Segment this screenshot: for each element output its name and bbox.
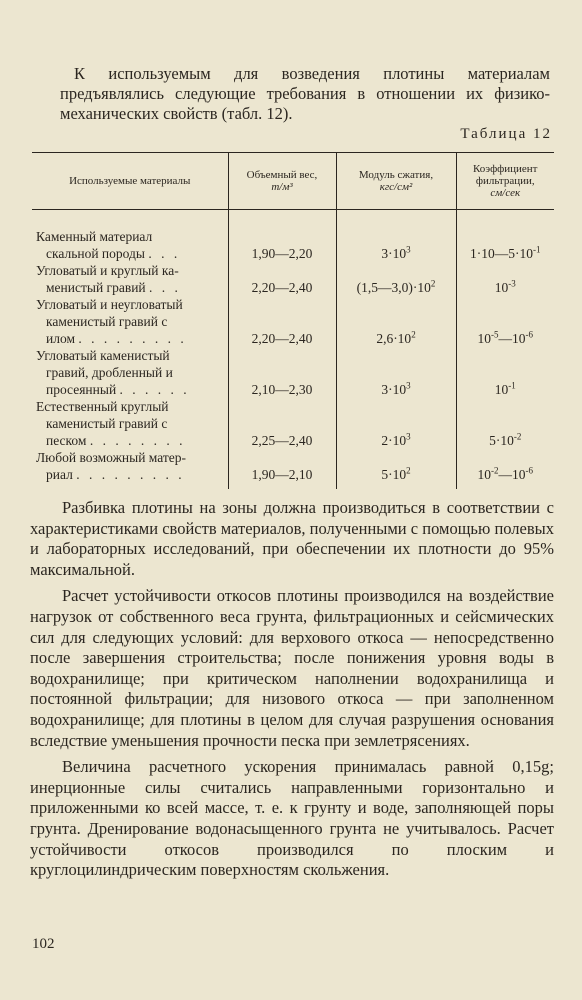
material-name-line: гравий, дробленный и [46, 365, 173, 380]
weight-value: 2,25—2,40 [228, 398, 336, 449]
leader-dots: . . . . . . . . . [78, 331, 187, 346]
leader-dots: . . . . . . . . [89, 433, 186, 448]
material-name-text: илом [46, 331, 75, 346]
filtration-value: $5\cdot 10^{-2}$ [456, 398, 554, 449]
modulus-value: $5\cdot 10^2$ [336, 449, 456, 489]
table-header-row [32, 153, 554, 210]
material-name-text: просеянный [46, 382, 117, 397]
table-row [32, 398, 554, 449]
weight-value: 2,20—2,40 [228, 296, 336, 347]
material-name [32, 296, 228, 347]
material-name-line: Любой возможный матер- [36, 450, 187, 465]
intro-paragraph: К используемым для возведения плотины материалам предъявлялись следующие требования в отношении их физико-механических свойств (табл. 12). [60, 64, 550, 123]
table-caption: Таблица 12 [460, 126, 552, 142]
material-name [32, 347, 228, 398]
modulus-value: $2\cdot 10^3$ [336, 398, 456, 449]
weight-value: 1,90—2,20 [228, 210, 336, 263]
header-filtration-unit: см/сек [490, 187, 521, 199]
paragraph: Разбивка плотины на зоны должна производиться в соответствии с характеристиками свойств материалов, полученными с помощью полевых и лабораторных исследований, при обеспечении их плотности до 95% максимальной. [30, 498, 554, 579]
material-name-line [36, 432, 224, 449]
weight-value: 1,90—2,10 [228, 449, 336, 489]
leader-dots: . . . . . . [119, 382, 190, 397]
material-name-line: Угловатый и круглый ка- [36, 263, 179, 278]
body-text [30, 498, 554, 887]
table-row [32, 449, 554, 489]
leader-dots: . . . . . . . . . [76, 467, 185, 482]
modulus-value: $3\cdot 10^3$ [336, 210, 456, 263]
material-name [32, 210, 228, 263]
header-filtration: Коэффициент фильтрации, см/сек [456, 153, 554, 210]
header-weight-unit: т/м³ [271, 181, 293, 193]
material-name-line [36, 381, 224, 398]
material-name-text: песком [46, 433, 87, 448]
header-modulus-unit: кгс/см² [379, 181, 413, 193]
table-row [32, 296, 554, 347]
weight-value: 2,20—2,40 [228, 262, 336, 296]
material-name-line: Угловатый каменистый [36, 348, 170, 363]
paragraph: Величина расчетного ускорения принималась равной 0,15g; инерционные силы считались направленными горизонтально и приложенными ко всей массе, т. е. к грунту и воде, заполняющей поры грунта. Дренирование водонасыщенного грунта не учитывалось. Расчет устойчивости откосов производился по плоским и круглоцилиндрическим поверхностям скольжения. [30, 757, 554, 880]
material-name-line: каменистый гравий с [46, 314, 168, 329]
material-name-line [36, 330, 224, 347]
header-materials: Используемые материалы [32, 153, 228, 210]
weight-value: 2,10—2,30 [228, 347, 336, 398]
filtration-value: $10^{-2}—10^{-6}$ [456, 449, 554, 489]
material-name-line [36, 279, 224, 296]
page-number: 102 [32, 936, 55, 952]
modulus-value: $2,6\cdot 10^2$ [336, 296, 456, 347]
header-weight: Объемный вес, т/м³ [228, 153, 336, 210]
table-row [32, 210, 554, 263]
material-name [32, 262, 228, 296]
filtration-value: $10^{-3}$ [456, 262, 554, 296]
filtration-value: $1\cdot 10—5\cdot 10^{-1}$ [456, 210, 554, 263]
material-name-line [36, 466, 224, 483]
material-name-text: скальной породы [46, 246, 145, 261]
material-name-text: менистый гравий [46, 280, 146, 295]
material-name-text: риал [46, 467, 73, 482]
filtration-value: $10^{-5}—10^{-6}$ [456, 296, 554, 347]
table-row [32, 262, 554, 296]
paragraph: Расчет устойчивости откосов плотины производился на воздействие нагрузок от собственного веса грунта, фильтрационных и сейсмических сил для следующих условий: для верхового откоса — непосредственно после завершения строительства; после понижения уровня воды в водохранилище; при критическом наполнении водохранилища и постоянной фильтрации; для низового откоса — при заполненном водохранилище; для плотины в целом для случая разрушения основания вследствие уменьшения прочности песка при землетрясениях. [30, 586, 554, 750]
header-modulus: Модуль сжатия, кгс/см² [336, 153, 456, 210]
material-name-line: Каменный материал [36, 229, 153, 244]
modulus-value: $3\cdot 10^3$ [336, 347, 456, 398]
material-name-line: Угловатый и неугловатый [36, 297, 183, 312]
material-name-line: Естественный круглый [36, 399, 169, 414]
material-name [32, 449, 228, 489]
material-name-line: каменистый гравий с [46, 416, 168, 431]
modulus-value: $(1,5—3,0)\cdot 10^2$ [336, 262, 456, 296]
leader-dots: . . . [148, 246, 181, 261]
material-name [32, 398, 228, 449]
table-row [32, 347, 554, 398]
leader-dots: . . . [149, 280, 181, 295]
materials-table [32, 152, 554, 489]
filtration-value: $10^{-1}$ [456, 347, 554, 398]
material-name-line [36, 245, 224, 262]
